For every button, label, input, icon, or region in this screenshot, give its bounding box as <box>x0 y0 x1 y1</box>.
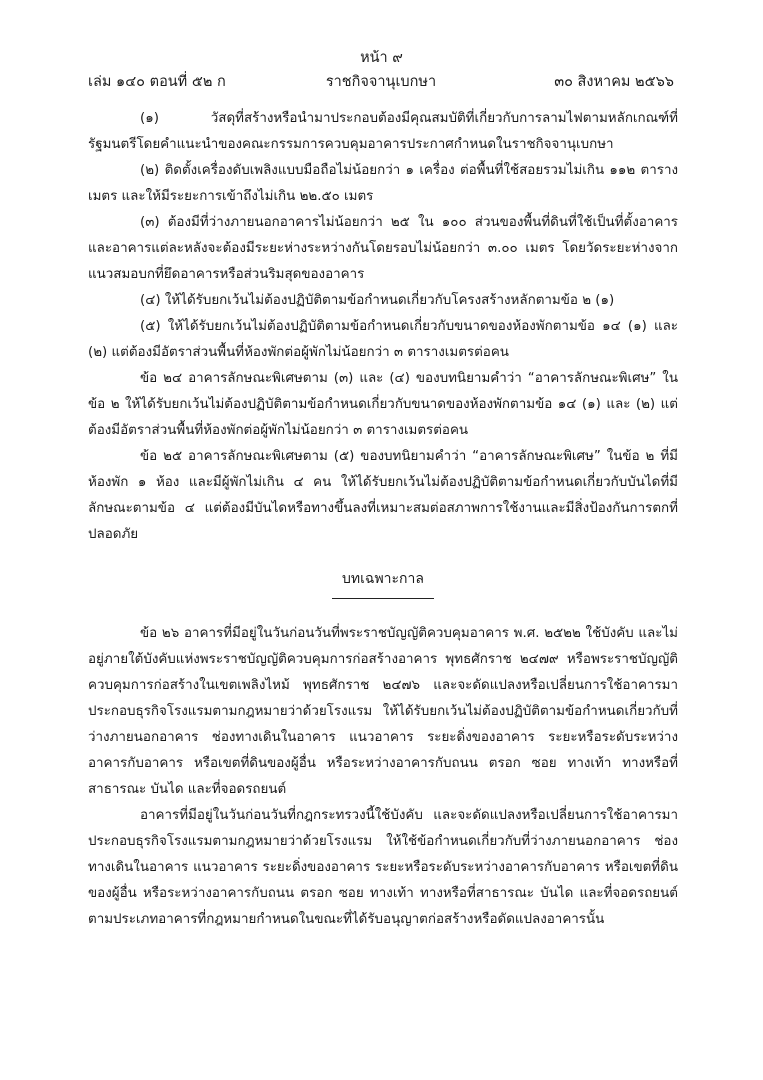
paragraph: ข้อ ๒๔ อาคารลักษณะพิเศษตาม (๓) และ (๔) ของบทนิยามคำว่า “อาคารลักษณะพิเศษ” ในข้อ ๒ ให้ได้รับยกเว้นไม่ต้องปฏิบัติตามข้อกำหนดเกี่ยวกับขนาดของห้องพักตามข้อ ๑๔ (๑) และ (๒) แต่ต้องมีอัตราส่วนพื้นที่ห้องพักต่อผู้พักไม่น้อยกว่า ๓ ตารางเมตรต่อคน <box>88 371 678 438</box>
paragraph: (๑) วัสดุที่สร้างหรือนำมาประกอบต้องมีคุณสมบัติที่เกี่ยวกับการลามไฟตามหลักเกณฑ์ที่รัฐมนตรีโดยคำแนะนำของคณะกรรมการควบคุมอาคารประกาศกำหนดในราชกิจจานุเบกษา <box>88 111 678 152</box>
paragraph: (๓) ต้องมีที่ว่างภายนอกอาคารไม่น้อยกว่า ๒๕ ใน ๑๐๐ ส่วนของพื้นที่ดินที่ใช้เป็นที่ตั้งอาคาร และอาคารแต่ละหลังจะต้องมีระยะห่างระหว่างกันโดยรอบไม่น้อยกว่า ๓.๐๐ เมตร โดยวัดระยะห่างจากแนวสมอบกที่ยึดอาคารหรือส่วนริมสุดของอาคาร <box>88 215 678 282</box>
section-title: บทเฉพาะกาล <box>342 571 424 587</box>
gazette-title: ราชกิจจานุเบกษา <box>325 74 437 90</box>
paragraph: อาคารที่มีอยู่ในวันก่อนวันที่กฎกระทรวงนี้ใช้บังคับ และจะดัดแปลงหรือเปลี่ยนการใช้อาคารมาประกอบธุรกิจโรงแรมตามกฎหมายว่าด้วยโรงแรม ให้ใช้ข้อกำหนดเกี่ยวกับที่ว่างภายนอกอาคาร ช่องทางเดินในอาคาร แนวอาคาร ระยะดิ่งของอาคาร ระยะหรือระดับระหว่างอาคารกับอาคาร หรือเขตที่ดินของผู้อื่น หรือระหว่างอาคารกับถนน ตรอก ซอย ทางเท้า ทางหรือที่สาธารณะ บันได และที่จอดรถยนต์ ตามประเภทอาคารที่กฎหมายกำหนดในขณะที่ได้รับอนุญาตก่อสร้างหรือดัดแปลงอาคารนั้น <box>88 808 678 927</box>
paragraph: (๒) ติดตั้งเครื่องดับเพลิงแบบมือถือไม่น้อยกว่า ๑ เครื่อง ต่อพื้นที่ใช้สอยรวมไม่เกิน ๑๑๒ ตารางเมตร และให้มีระยะการเข้าถึงไม่เกิน ๒๒.๕๐ เมตร <box>88 163 678 204</box>
document-body <box>88 106 678 933</box>
paragraph: ข้อ ๒๖ อาคารที่มีอยู่ในวันก่อนวันที่พระราชบัญญัติควบคุมอาคาร พ.ศ. ๒๕๒๒ ใช้บังคับ และไม่อยู่ภายใต้บังคับแห่งพระราชบัญญัติควบคุมการก่อสร้างอาคาร พุทธศักราช ๒๔๗๙ หรือพระราชบัญญัติควบคุมการก่อสร้างในเขตเพลิงไหม้ พุทธศักราช ๒๔๗๖ และจะดัดแปลงหรือเปลี่ยนการใช้อาคารมาประกอบธุรกิจโรงแรมตามกฎหมายว่าด้วยโรงแรม ให้ได้รับยกเว้นไม่ต้องปฏิบัติตามข้อกำหนดเกี่ยวกับที่ว่างภายนอกอาคาร ช่องทางเดินในอาคาร แนวอาคาร ระยะดิ่งของอาคาร ระยะหรือระดับระหว่างอาคารกับอาคาร หรือเขตที่ดินของผู้อื่น หรือระหว่างอาคารกับถนน ตรอก ซอย ทางเท้า ทางหรือที่สาธารณะ บันได และที่จอดรถยนต์ <box>88 626 678 797</box>
publication-date: ๓๐ สิงหาคม ๒๕๖๖ <box>554 74 674 90</box>
page-number: หน้า ๙ <box>360 50 403 66</box>
gazette-header <box>88 70 674 90</box>
paragraph: ข้อ ๒๕ อาคารลักษณะพิเศษตาม (๕) ของบทนิยามคำว่า “อาคารลักษณะพิเศษ” ในข้อ ๒ ที่มีห้องพัก ๑ ห้อง และมีผู้พักไม่เกิน ๔ คน ให้ได้รับยกเว้นไม่ต้องปฏิบัติตามข้อกำหนดเกี่ยวกับบันไดที่มีลักษณะตามข้อ ๔ แต่ต้องมีบันไดหรือทางขึ้นลงที่เหมาะสมต่อสภาพการใช้งานและมีสิ่งป้องกันการตกที่ปลอดภัย <box>88 449 678 542</box>
volume-issue: เล่ม ๑๔๐ ตอนที่ ๕๒ ก <box>88 74 226 90</box>
paragraph: (๔) ให้ได้รับยกเว้นไม่ต้องปฏิบัติตามข้อกำหนดเกี่ยวกับโครงสร้างหลักตามข้อ ๒ (๑) <box>140 293 615 308</box>
section-divider <box>332 598 434 599</box>
paragraph: (๕) ให้ได้รับยกเว้นไม่ต้องปฏิบัติตามข้อกำหนดเกี่ยวกับขนาดของห้องพักตามข้อ ๑๔ (๑) และ (๒) แต่ต้องมีอัตราส่วนพื้นที่ห้องพักต่อผู้พักไม่น้อยกว่า ๓ ตารางเมตรต่อคน <box>88 319 678 360</box>
